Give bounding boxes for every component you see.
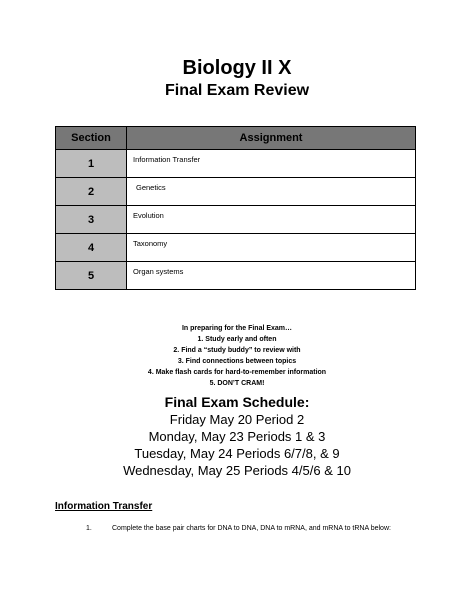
section-number: 2 (56, 178, 127, 206)
study-tips (0, 323, 474, 389)
section-heading: Information Transfer (55, 501, 153, 512)
page-title: Biology II X (182, 57, 292, 79)
table-row (56, 234, 416, 262)
assignment-cell: Information Transfer (127, 150, 416, 178)
tip-item: 3. Find connections between topics (177, 358, 297, 365)
table-row (56, 262, 416, 290)
table-row (56, 206, 416, 234)
exam-schedule (0, 411, 474, 479)
question (86, 524, 416, 534)
schedule-line: Wednesday, May 25 Periods 4/5/6 & 10 (123, 463, 351, 478)
schedule-line: Monday, May 23 Periods 1 & 3 (148, 429, 326, 444)
schedule-line: Tuesday, May 24 Periods 6/7/8, & 9 (134, 446, 340, 461)
tip-item: 5. DON’T CRAM! (209, 380, 265, 387)
tip-item: 4. Make flash cards for hard-to-remember information (147, 369, 327, 376)
tip-item: 1. Study early and often (197, 336, 277, 343)
assignment-cell: Taxonomy (127, 234, 416, 262)
column-header-assignment: Assignment (127, 127, 416, 150)
table-header-row (56, 127, 416, 150)
section-number: 3 (56, 206, 127, 234)
question-number: 1. (86, 525, 92, 532)
question-text: Complete the base pair charts for DNA to DNA, DNA to mRNA, and mRNA to tRNA below: (112, 525, 391, 532)
assignment-cell: Genetics (127, 178, 416, 206)
tips-intro: In preparing for the Final Exam… (181, 325, 293, 332)
schedule-title: Final Exam Schedule: (164, 394, 310, 410)
schedule-line: Friday May 20 Period 2 (169, 412, 305, 427)
column-header-section: Section (56, 127, 127, 150)
table-row (56, 178, 416, 206)
section-number: 1 (56, 150, 127, 178)
assignment-table (55, 126, 416, 290)
table-row (56, 150, 416, 178)
tip-item: 2. Find a “study buddy” to review with (173, 347, 301, 354)
assignment-cell: Organ systems (127, 262, 416, 290)
section-number: 4 (56, 234, 127, 262)
assignment-cell: Evolution (127, 206, 416, 234)
page-subtitle: Final Exam Review (164, 82, 310, 99)
section-number: 5 (56, 262, 127, 290)
